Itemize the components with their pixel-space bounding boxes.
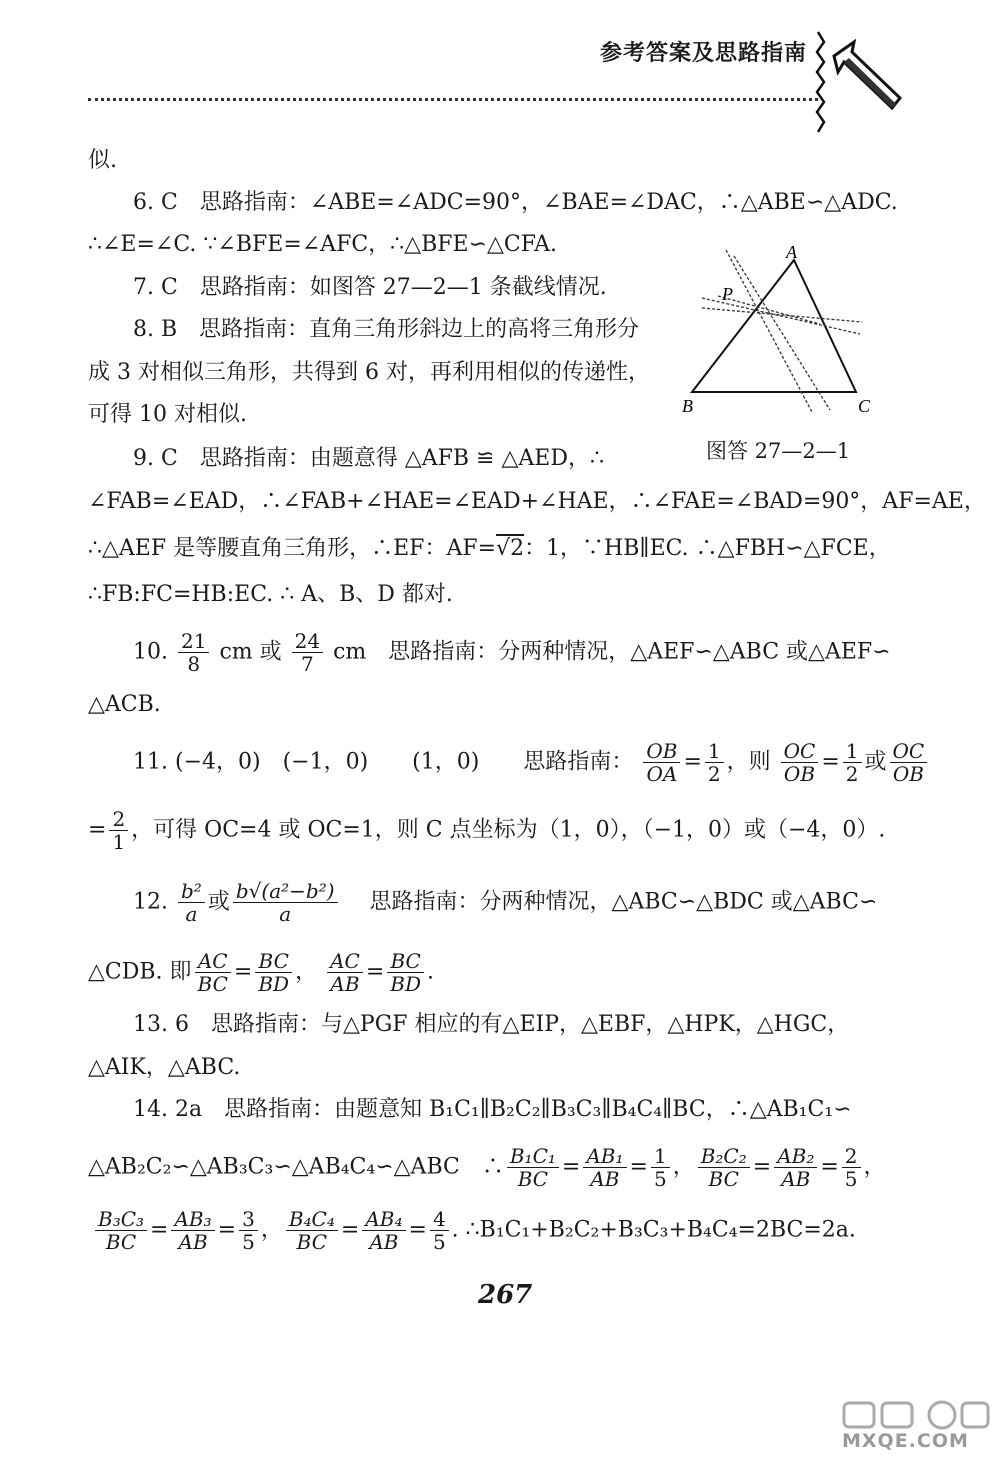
- text-segment: .: [427, 959, 435, 985]
- denominator: BD: [258, 972, 290, 996]
- denominator: a: [279, 902, 292, 926]
- numerator: OC: [781, 740, 819, 763]
- watermark-logo-icon: [842, 1400, 992, 1430]
- text-line: 13. 6 思路指南：与△PGF 相应的有△EIP，△EBF，△HPK，△HGC，: [133, 1012, 850, 1037]
- fraction: [362, 1208, 405, 1253]
- fraction: [233, 880, 338, 925]
- transversal-line: [702, 308, 862, 322]
- triangle-figure: [680, 238, 880, 418]
- denominator: 5: [432, 1230, 446, 1254]
- text-segment: ，则: [726, 749, 771, 775]
- text-segment: =: [408, 1217, 427, 1243]
- denominator: 1: [112, 830, 126, 854]
- fraction: [842, 1145, 861, 1190]
- text-line: 7. C 思路指南：如图答 27—2—1 条截线情况.: [133, 275, 607, 300]
- numerator: 3: [239, 1208, 258, 1231]
- page-header-title: 参考答案及思路指南: [600, 41, 808, 66]
- text-line: [133, 740, 930, 785]
- vertex-label-c: C: [858, 396, 871, 416]
- point-label-p: P: [722, 284, 733, 304]
- fraction: [698, 1145, 750, 1190]
- denominator: OA: [646, 762, 678, 786]
- text-segment: =: [683, 749, 702, 775]
- numerator: 24: [292, 630, 323, 653]
- text-segment: =: [629, 1154, 648, 1180]
- numerator: AB₁: [583, 1145, 626, 1168]
- denominator: BC: [708, 1167, 739, 1191]
- numerator: 1: [843, 740, 862, 763]
- denominator: BC: [296, 1230, 328, 1254]
- text-segment: 12.: [133, 889, 168, 915]
- text-line: ∴FB:FC=HB:EC. ∴ A、B、D 都对.: [88, 582, 453, 607]
- numerator: B₄C₄: [286, 1208, 338, 1231]
- fraction: [286, 1208, 338, 1253]
- text-segment: ，可得 OC=4 或 OC=1，则 C 点坐标为（1，0），（−1，0）或（−4，0）.: [131, 817, 886, 843]
- fraction: [651, 1145, 670, 1190]
- denominator: 2: [845, 762, 859, 786]
- fraction: [171, 1208, 214, 1253]
- text-line: 8. B 思路指南：直角三角形斜边上的高将三角形分: [133, 317, 640, 342]
- text-line: [88, 950, 434, 995]
- denominator: BC: [517, 1167, 549, 1191]
- numerator: b²: [178, 880, 205, 903]
- numerator: OC: [890, 740, 928, 763]
- text-segment: =: [820, 1154, 839, 1180]
- text-line: △AIK，△ABC.: [88, 1055, 241, 1080]
- fraction: [239, 1208, 258, 1253]
- denominator: a: [185, 902, 198, 926]
- text-segment: =: [217, 1217, 237, 1243]
- numerator: AC: [327, 950, 363, 973]
- text-segment: =: [561, 1154, 581, 1180]
- text-line: 可得 10 对相似.: [88, 402, 247, 427]
- fraction: [178, 630, 209, 675]
- numerator: BC: [255, 950, 292, 973]
- vertex-label-a: A: [786, 242, 797, 262]
- numerator: 1: [705, 740, 724, 763]
- arrow-emblem-icon: [812, 28, 912, 133]
- numerator: B₁C₁: [507, 1145, 559, 1168]
- numerator: 2: [842, 1145, 861, 1168]
- fraction: [109, 808, 128, 853]
- text-line: [92, 1208, 856, 1253]
- fraction: [507, 1145, 559, 1190]
- denominator: OB: [783, 762, 816, 786]
- text-segment: ：1，∵HB∥EC. ∴△FBH∽△FCE，: [524, 536, 891, 561]
- numerator: BC: [387, 950, 424, 973]
- numerator: AB₄: [362, 1208, 405, 1231]
- denominator: BD: [390, 972, 422, 996]
- numerator: 21: [178, 630, 209, 653]
- denominator: AB: [178, 1230, 208, 1254]
- text-segment: cm 或: [219, 639, 282, 665]
- text-segment: =: [150, 1217, 169, 1243]
- text-segment: 思路指南：分两种情况，△ABC∽△BDC 或△ABC∽: [347, 889, 878, 915]
- numerator: AB₃: [171, 1208, 214, 1231]
- text-segment: ，: [863, 1154, 886, 1180]
- text-segment: =: [340, 1217, 360, 1243]
- numerator: OB: [643, 740, 680, 763]
- triangle-abc: [692, 260, 856, 392]
- text-line: 6. C 思路指南：∠ABE=∠ADC=90°，∠BAE=∠DAC，∴△ABE∽△ADC.: [133, 190, 898, 215]
- sqrt-expression: √2: [496, 536, 525, 561]
- numerator: 2: [109, 808, 128, 831]
- text-line: 9. C 思路指南：由题意得 △AFB ≌ △AED，∴: [133, 446, 604, 471]
- text-segment: =: [233, 959, 253, 985]
- text-line: ∠FAB=∠EAD，∴∠FAB+∠HAE=∠EAD+∠HAE，∴∠FAE=∠BAD=90°，AF=AE，: [88, 489, 986, 514]
- text-segment: 10.: [133, 639, 168, 665]
- fraction: [781, 740, 819, 785]
- fraction: [430, 1208, 449, 1253]
- denominator: AB: [369, 1230, 399, 1254]
- fraction: [843, 740, 862, 785]
- transversal-line: [718, 296, 820, 324]
- denominator: OB: [892, 762, 924, 786]
- text-segment: ∴△AEF 是等腰直角三角形，∴EF：AF=: [88, 536, 497, 561]
- fraction: [195, 950, 231, 995]
- watermark: [842, 1400, 992, 1452]
- text-segment: ，: [260, 1217, 283, 1243]
- fraction: [178, 880, 205, 925]
- numerator: b√(a²−b²): [233, 880, 338, 903]
- denominator: 7: [301, 652, 314, 676]
- fraction: [387, 950, 424, 995]
- numerator: 1: [651, 1145, 670, 1168]
- text-segment: △CDB. 即: [88, 959, 192, 985]
- denominator: 8: [187, 652, 201, 676]
- fraction: [774, 1145, 817, 1190]
- denominator: AB: [781, 1167, 811, 1191]
- text-segment: 11. (−4，0) (−1，0) (1，0) 思路指南：: [133, 749, 634, 775]
- fraction: [705, 740, 724, 785]
- text-line: △ACB.: [88, 692, 161, 717]
- text-segment: =: [752, 1154, 772, 1180]
- text-line: [88, 808, 885, 853]
- text-segment: =: [365, 959, 385, 985]
- text-line: ∴∠E=∠C. ∵∠BFE=∠AFC，∴△BFE∽△CFA.: [88, 232, 557, 257]
- denominator: 5: [242, 1230, 255, 1254]
- text-segment: =: [821, 749, 840, 775]
- text-line: [133, 880, 877, 925]
- text-segment: ，: [672, 1154, 695, 1180]
- denominator: AB: [590, 1167, 620, 1191]
- numerator: AC: [195, 950, 231, 973]
- text-line: [88, 534, 891, 564]
- fraction: [327, 950, 363, 995]
- text-line: 14. 2a 思路指南：由题意知 B₁C₁∥B₂C₂∥B₃C₃∥B₄C₄∥BC，∴△AB₁C₁∽: [133, 1097, 852, 1122]
- text-segment: 或: [207, 889, 230, 915]
- page-number: 267: [478, 1280, 533, 1310]
- text-segment: 或: [864, 749, 887, 775]
- transversal-line: [734, 256, 830, 410]
- text-line: 成 3 对相似三角形，共得到 6 对，再利用相似的传递性，: [88, 360, 650, 385]
- denominator: 2: [707, 762, 721, 786]
- text-segment: . ∴B₁C₁+B₂C₂+B₃C₃+B₄C₄=2BC=2a.: [451, 1217, 856, 1243]
- text-line: 似.: [88, 148, 117, 173]
- text-segment: ，: [295, 959, 318, 985]
- vertex-label-b: B: [682, 396, 693, 416]
- fraction: [292, 630, 323, 675]
- denominator: 5: [844, 1167, 858, 1191]
- text-segment: cm 思路指南：分两种情况，△AEF∽△ABC 或△AEF∽: [333, 639, 891, 665]
- numerator: B₂C₂: [698, 1145, 750, 1168]
- fraction: [95, 1208, 147, 1253]
- denominator: BC: [197, 972, 228, 996]
- numerator: 4: [430, 1208, 449, 1231]
- fraction: [890, 740, 928, 785]
- denominator: BC: [105, 1230, 137, 1254]
- text-line: [88, 1145, 886, 1190]
- numerator: B₃C₃: [95, 1208, 147, 1231]
- fraction: [255, 950, 292, 995]
- denominator: 5: [653, 1167, 667, 1191]
- figure-caption: 图答 27—2—1: [706, 439, 851, 463]
- text-line: [133, 630, 891, 675]
- text-segment: =: [88, 817, 107, 843]
- watermark-site: MXQE.COM: [842, 1430, 969, 1452]
- numerator: AB₂: [774, 1145, 817, 1168]
- denominator: AB: [330, 972, 360, 996]
- header-dotted-rule: [88, 98, 818, 101]
- fraction: [583, 1145, 626, 1190]
- fraction: [643, 740, 680, 785]
- text-segment: △AB₂C₂∽△AB₃C₃∽△AB₄C₄∽△ABC ∴: [88, 1154, 504, 1180]
